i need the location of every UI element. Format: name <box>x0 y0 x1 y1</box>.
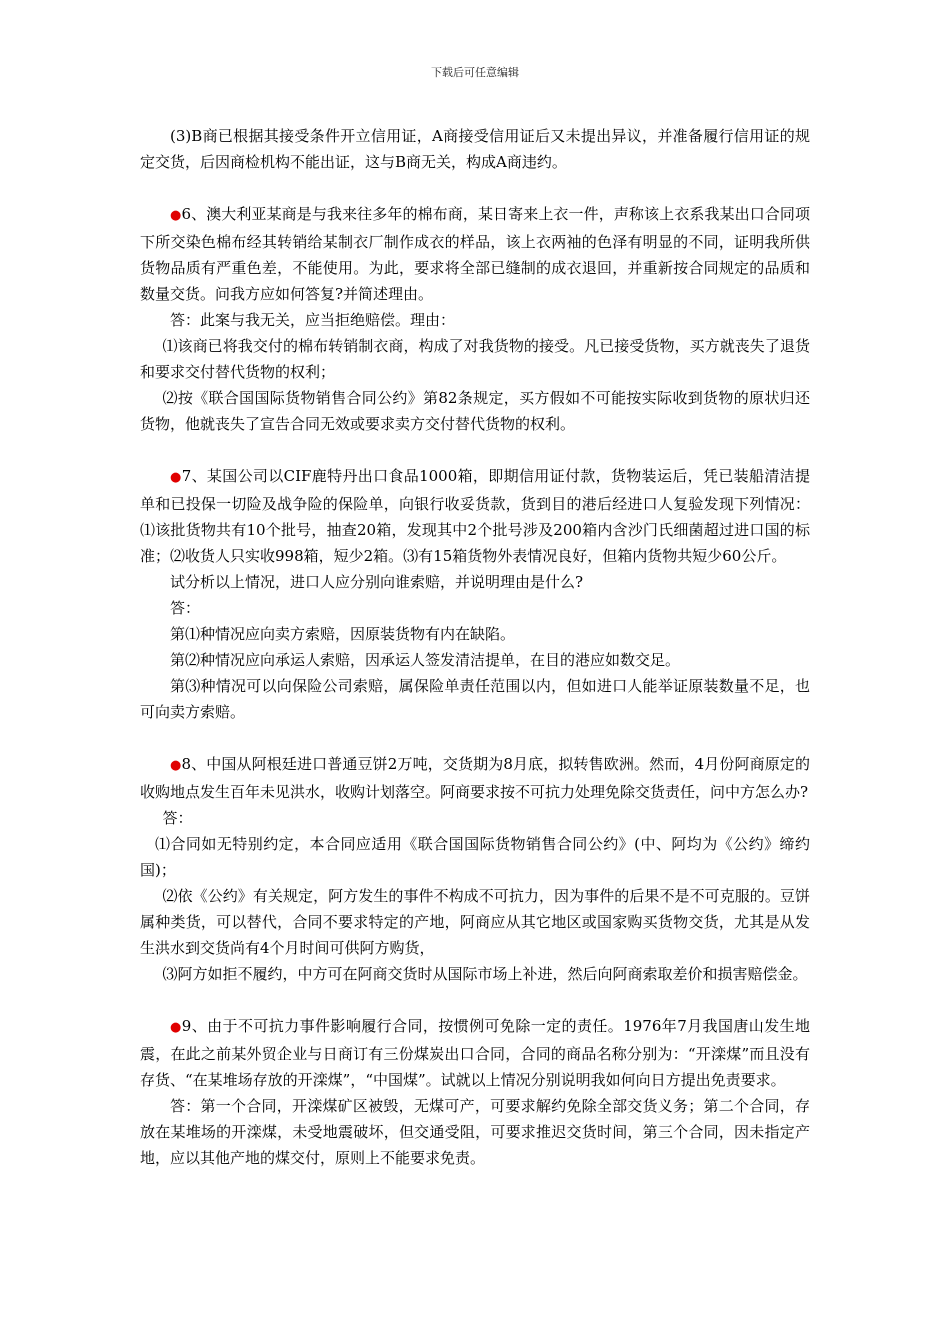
page-header: 下载后可任意编辑 <box>431 66 519 79</box>
bullet-icon: ● <box>170 470 182 485</box>
answer-9: 答：第一个合同，开滦煤矿区被毁，无煤可产，可要求解约免除全部交货义务；第二个合同，存放在某堆场的开滦煤，未受地震破坏，但交通受阻，可要求推迟交货时间，第三个合同，因未指定产地，应以其他产地的煤交付，原则上不能要求免责。 <box>140 1097 810 1167</box>
paragraph: ⑴该商已将我交付的棉布转销制衣商，构成了对我货物的接受。凡已接受货物，买方就丧失了退货和要求交付替代货物的权利； <box>140 337 810 381</box>
paragraph: ⑴合同如无特别约定，本合同应适用《联合国国际货物销售合同公约》(中、阿均为《公约》缔约国)； <box>140 835 810 879</box>
bullet-icon: ● <box>170 758 182 773</box>
paragraph: 第⑶种情况可以向保险公司索赔，属保险单责任范围以内，但如进口人能举证原装数量不足，也可向卖方索赔。 <box>140 677 810 721</box>
bullet-icon: ● <box>170 208 182 223</box>
paragraph: 第⑴种情况应向卖方索赔，因原装货物有内在缺陷。 <box>170 625 516 643</box>
paragraph: ⑵按《联合国国际货物销售合同公约》第82条规定，买方假如不可能按实际收到货物的原状归还货物，他就丧失了宣告合同无效或要求卖方交付替代货物的权利。 <box>140 389 810 433</box>
paragraph: (3)B商已根据其接受条件开立信用证，A商接受信用证后又未提出异议，并准备履行信用证的规定交货，后因商检机构不能出证，这与B商无关，构成A商违约。 <box>140 127 810 171</box>
question-6: ●6、澳大利亚某商是与我来往多年的棉布商，某日寄来上衣一件，声称该上衣系我某出口合同项下所交染色棉布经其转销给某制衣厂制作成衣的样品，该上衣两袖的色泽有明显的不同，证明我所供货物品质有严重色差，不能使用。为此，要求将全部已缝制的成衣退回，并重新按合同规定的品质和数量交货。问我方应如何答复?并简述理由。 <box>140 205 810 303</box>
question-9: ●9、由于不可抗力事件影响履行合同，按惯例可免除一定的责任。1976年7月我国唐山发生地震，在此之前某外贸企业与日商订有三份煤炭出口合同，合同的商品名称分别为：“开滦煤”而且没有存货、“在某堆场存放的开滦煤”，“中国煤”。试就以上情况分别说明我如何向日方提出免责要求。 <box>140 1017 811 1089</box>
answer-8: 答： <box>162 809 193 827</box>
paragraph: 第⑵种情况应向承运人索赔，因承运人签发清洁提单，在目的港应如数交足。 <box>170 651 681 669</box>
answer-7: 答： <box>170 599 201 617</box>
bullet-icon: ● <box>170 1020 182 1035</box>
question-7: ●7、某国公司以CIF鹿特丹出口食品1000箱，即期信用证付款，货物装运后，凭已装船清洁提单和已投保一切险及战争险的保险单，向银行收妥货款，货到目的港后经进口人复验发现下列情况：⑴该批货物共有10个批号，抽查20箱，发现其中2个批号涉及200箱内含沙门氏细菌超过进口国的标准；⑵收货人只实收998箱，短少2箱。⑶有15箱货物外表情况良好，但箱内货物共短少60公斤。 <box>140 467 811 565</box>
question-8: ●8、中国从阿根廷进口普通豆饼2万吨，交货期为8月底，拟转售欧洲。然而，4月份阿商原定的收购地点发生百年未见洪水，收购计划落空。阿商要求按不可抗力处理免除交货责任，问中方怎么办? <box>140 755 811 801</box>
document-body <box>140 123 810 1171</box>
paragraph: 试分析以上情况，进口人应分别向谁索赔，并说明理由是什么? <box>170 573 584 591</box>
paragraph: ⑶阿方如拒不履约，中方可在阿商交货时从国际市场上补进，然后向阿商索取差价和损害赔偿金。 <box>162 965 808 983</box>
paragraph: ⑵依《公约》有关规定，阿方发生的事件不构成不可抗力，因为事件的后果不是不可克服的。豆饼属种类货，可以替代，合同不要求特定的产地，阿商应从其它地区或国家购买货物交货，尤其是从发生洪水到交货尚有4个月时间可供阿方购货， <box>140 887 810 957</box>
answer-6: 答：此案与我无关，应当拒绝赔偿。理由： <box>170 311 456 329</box>
